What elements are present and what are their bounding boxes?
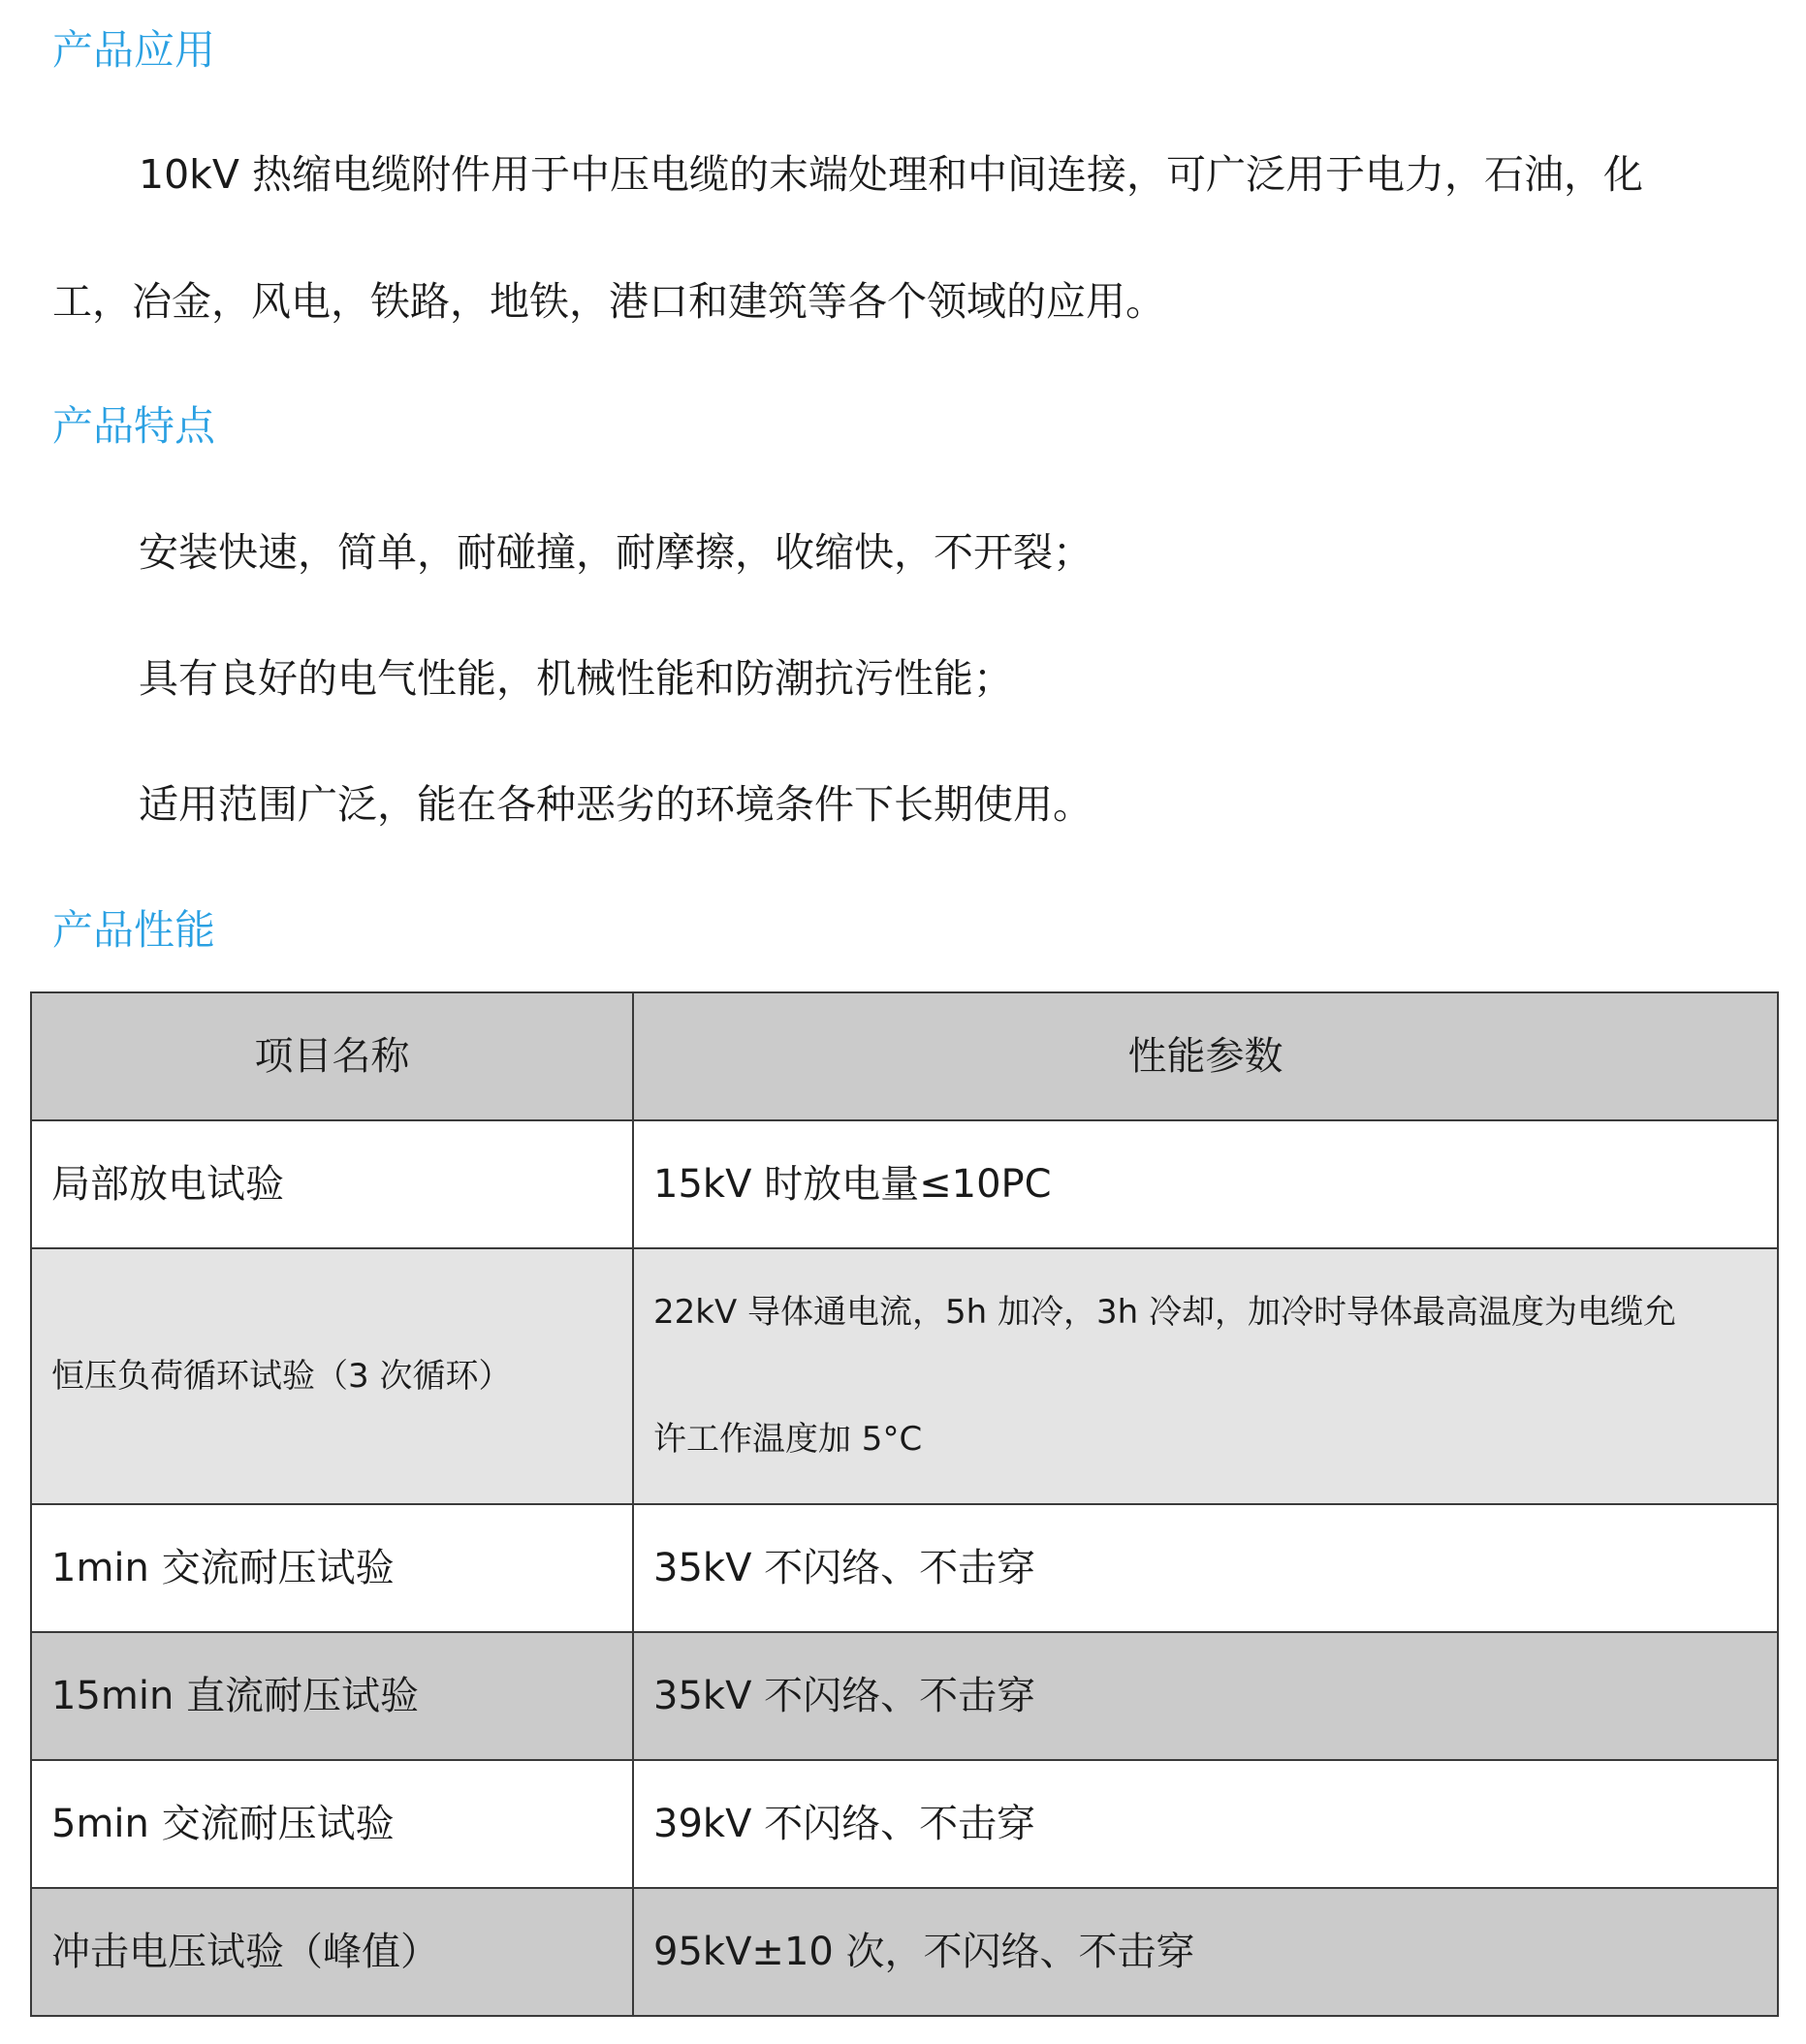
application-text-line-1: 10kV 热缩电缆附件用于中压电缆的末端处理和中间连接，可广泛用于电力，石油，化 [139,151,1643,198]
row-value-line-1: 22kV 导体通电流，5h 加冷，3h 冷却，加冷时导体最高温度为电缆允 [653,1293,1676,1332]
row-name-cell: 5min 交流耐压试验 [31,1760,633,1888]
row-value-cell: 35kV 不闪络、不击穿 [633,1504,1778,1632]
feature-item-1: 安装快速，简单，耐碰撞，耐摩擦，收缩快，不开裂； [139,529,1093,576]
row-name-cell: 冲击电压试验（峰值） [31,1888,633,2016]
performance-table [30,991,1779,2017]
feature-item-3: 适用范围广泛，能在各种恶劣的环境条件下长期使用。 [139,781,1093,828]
row-value-cell: 95kV±10 次，不闪络、不击穿 [633,1888,1778,2016]
row-name-cell: 15min 直流耐压试验 [31,1632,633,1760]
row-name-cell: 1min 交流耐压试验 [31,1504,633,1632]
table-row [31,1504,1778,1632]
row-value-cell: 15kV 时放电量≤10PC [633,1120,1778,1248]
section-heading-application: 产品应用 [52,26,216,74]
header-cell-item-name: 项目名称 [31,992,633,1120]
row-value-cell [633,1248,1778,1504]
table-row [31,1248,1778,1504]
table-row [31,1120,1778,1248]
application-text-line-2: 工，冶金，风电，铁路，地铁，港口和建筑等各个领域的应用。 [52,278,1165,325]
section-heading-performance: 产品性能 [52,906,216,954]
row-value-line-2: 许工作温度加 5°C [653,1420,923,1459]
row-value-cell: 35kV 不闪络、不击穿 [633,1632,1778,1760]
table-row [31,1888,1778,2016]
table-row [31,1760,1778,1888]
table-row [31,1632,1778,1760]
section-heading-features: 产品特点 [52,402,216,450]
header-cell-parameters: 性能参数 [633,992,1778,1120]
row-value-cell: 39kV 不闪络、不击穿 [633,1760,1778,1888]
feature-item-2: 具有良好的电气性能，机械性能和防潮抗污性能； [139,655,1013,702]
table-header-row [31,992,1778,1120]
row-name-cell: 局部放电试验 [31,1120,633,1248]
row-name-cell: 恒压负荷循环试验（3 次循环） [31,1248,633,1504]
